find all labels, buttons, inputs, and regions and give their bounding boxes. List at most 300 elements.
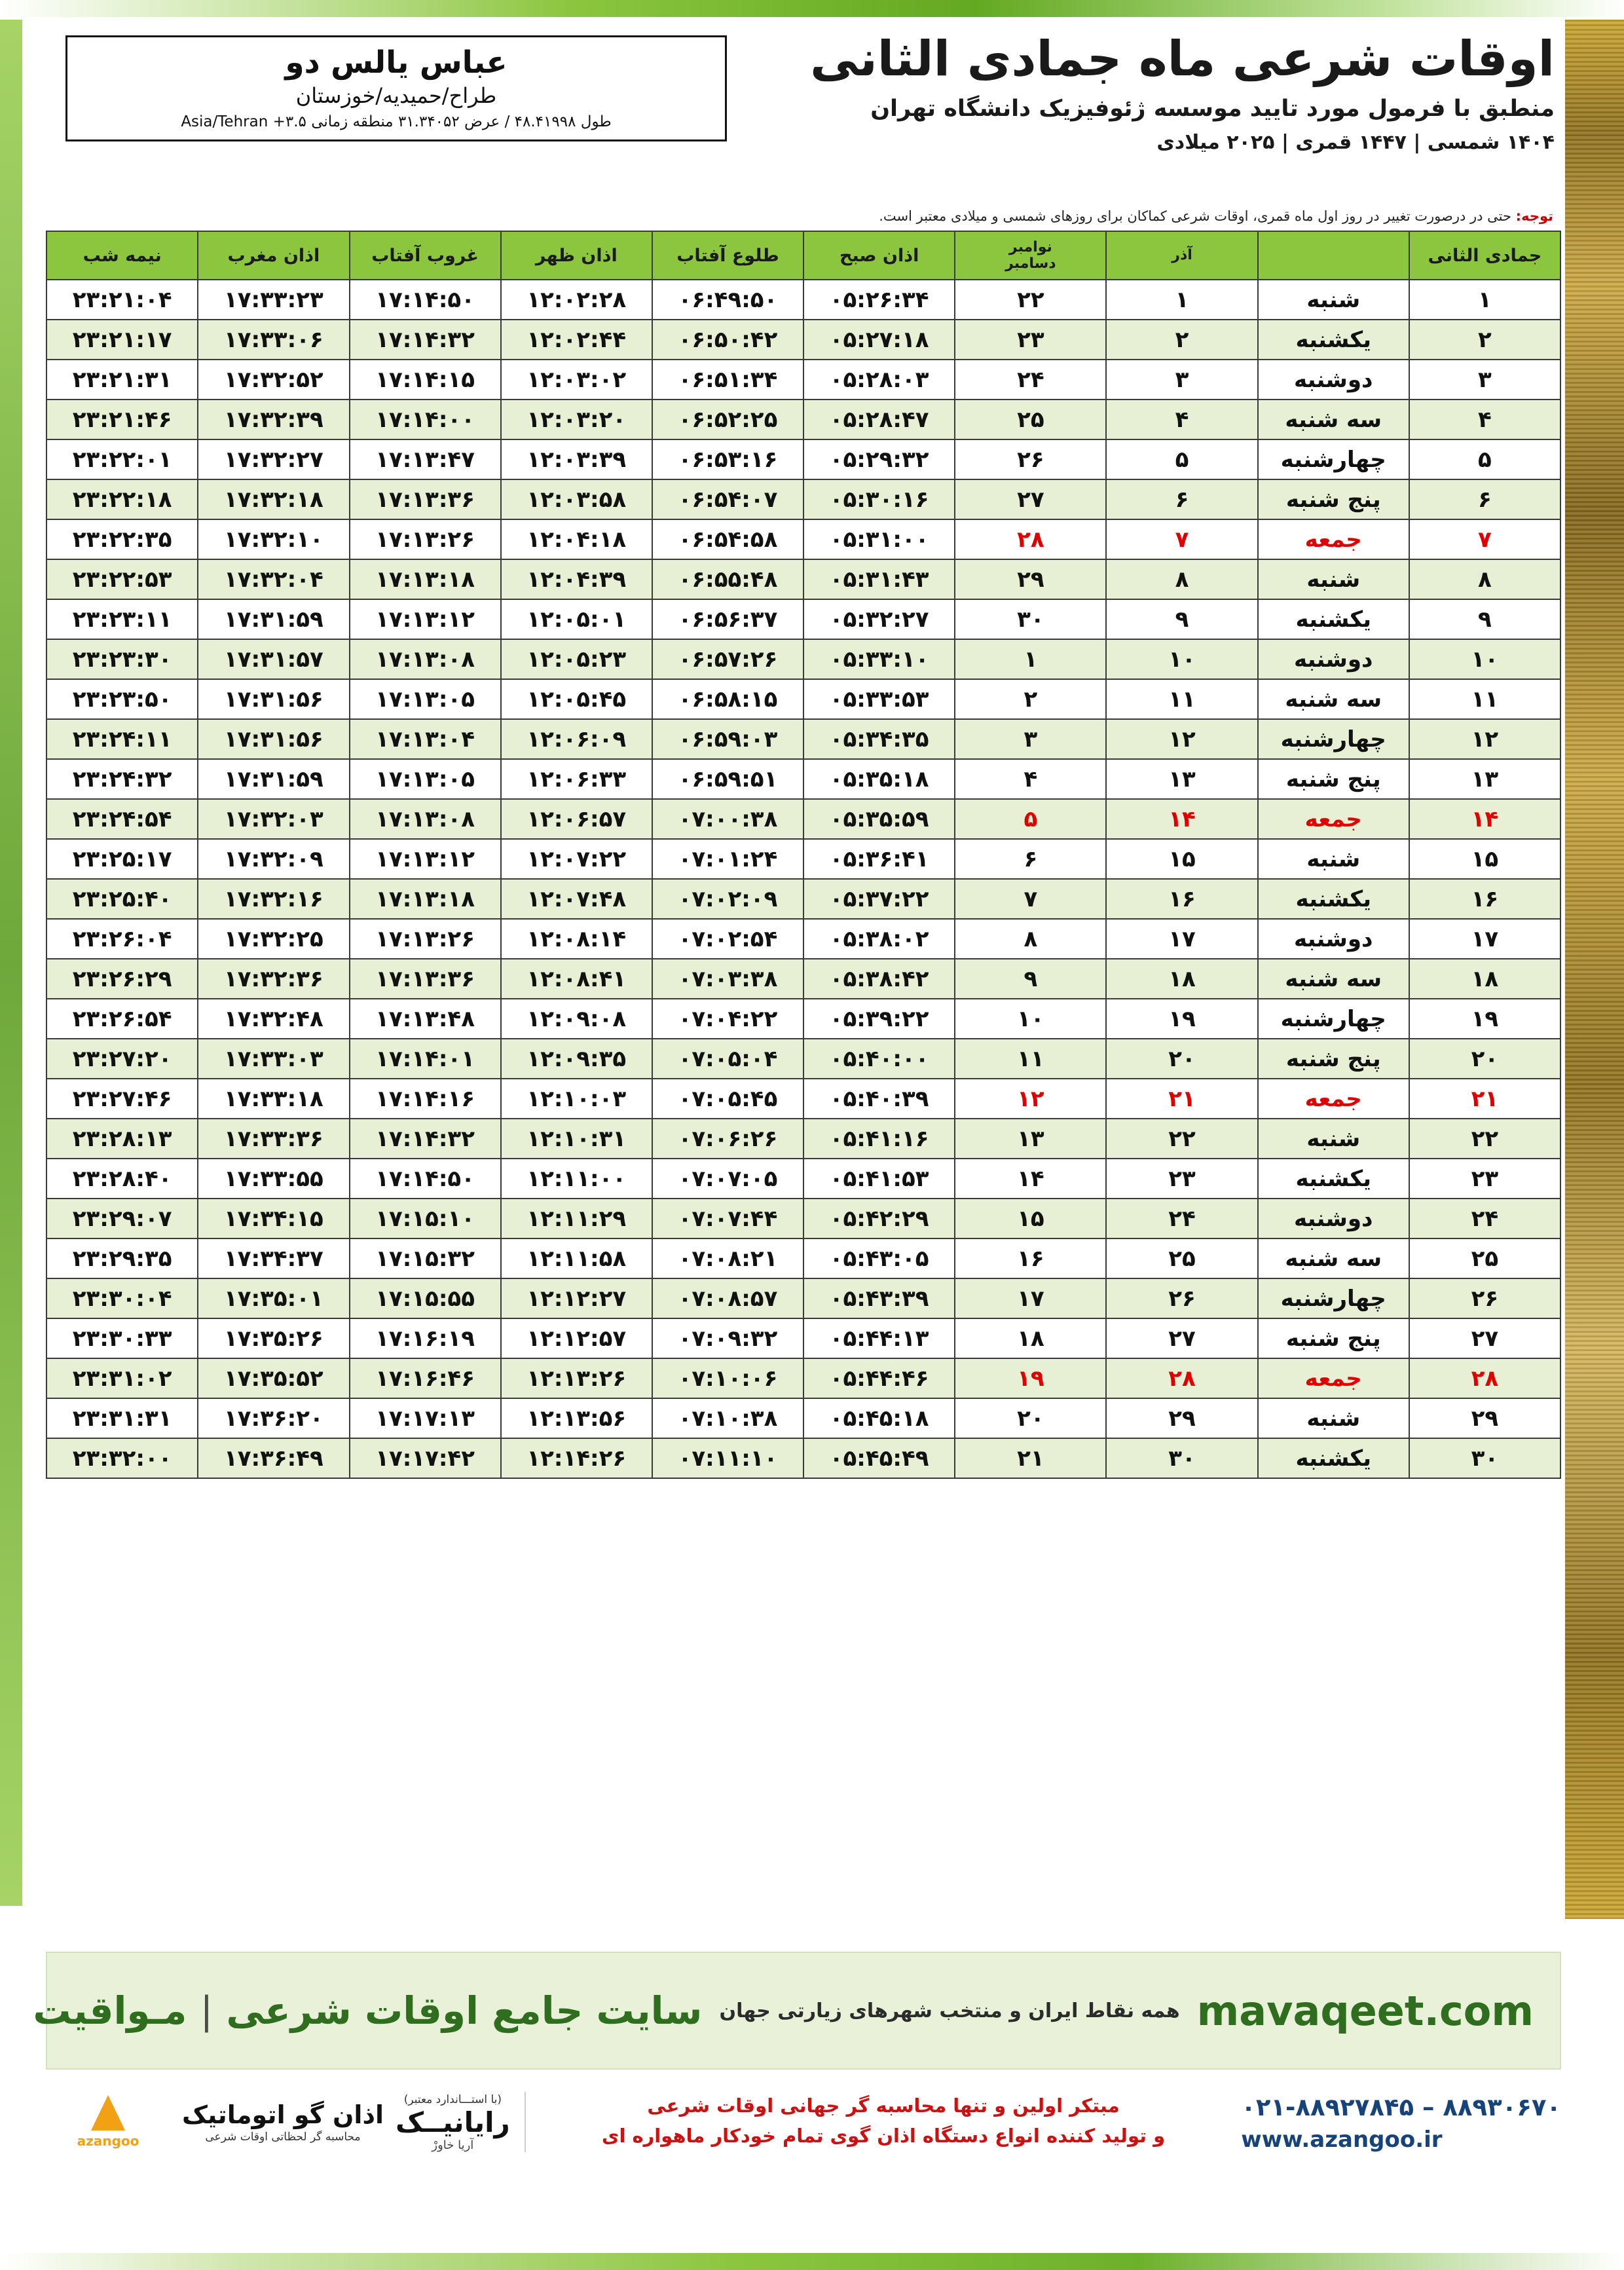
cell-dhuhr: ۱۲:۰۵:۴۵ [501, 679, 652, 719]
rayaneek-top-note: (با استـــاندارد معتبر) [403, 2093, 502, 2106]
footer-bottom [46, 2083, 1561, 2240]
cell-maghrib: ۱۷:۳۳:۱۸ [198, 1079, 349, 1119]
note-text: حتی در درصورت تغییر در روز اول ماه قمری، اوقات شرعی کماکان برای روزهای شمسی و میلادی معتبر است. [879, 208, 1511, 224]
page-dates: ۱۴۰۴ شمسی | ۱۴۴۷ قمری | ۲۰۲۵ میلادی [1156, 130, 1555, 154]
cell-gregorian: ۲۱ [955, 1438, 1106, 1478]
cell-midnight: ۲۳:۲۱:۰۴ [46, 280, 198, 320]
table-row [46, 1278, 1560, 1318]
cell-weekday: چهارشنبه [1258, 439, 1409, 479]
cell-dhuhr: ۱۲:۰۲:۴۴ [501, 320, 652, 360]
cell-gregorian: ۲۴ [955, 360, 1106, 400]
cell-hijri-day: ۱۱ [1409, 679, 1560, 719]
cell-hijri-day: ۲۷ [1409, 1318, 1560, 1358]
cell-dhuhr: ۱۲:۰۳:۵۸ [501, 479, 652, 519]
cell-gregorian: ۹ [955, 959, 1106, 999]
cell-maghrib: ۱۷:۳۴:۳۷ [198, 1238, 349, 1278]
table-row [46, 479, 1560, 519]
cell-sunset: ۱۷:۱۳:۲۶ [350, 519, 501, 559]
cell-gregorian: ۲۶ [955, 439, 1106, 479]
city-name: عباس یالس دو [285, 45, 507, 81]
cell-fajr: ۰۵:۴۴:۱۳ [803, 1318, 955, 1358]
rayaneek-name: رایانیــک [395, 2106, 510, 2138]
cell-hijri-day: ۲ [1409, 320, 1560, 360]
cell-midnight: ۲۳:۲۷:۲۰ [46, 1039, 198, 1079]
cell-sunset: ۱۷:۱۳:۱۲ [350, 599, 501, 639]
cell-fajr: ۰۵:۴۰:۰۰ [803, 1039, 955, 1079]
cell-maghrib: ۱۷:۳۱:۵۹ [198, 759, 349, 799]
cell-sunrise: ۰۷:۰۷:۰۵ [652, 1159, 803, 1199]
cell-fajr: ۰۵:۳۸:۴۲ [803, 959, 955, 999]
cell-azar: ۲۳ [1106, 1159, 1257, 1199]
cell-maghrib: ۱۷:۳۲:۳۶ [198, 959, 349, 999]
footer-tagline-line1: مبتکر اولین و تنها محاسبه گر جهانی اوقات شرعی [647, 2094, 1120, 2117]
cell-maghrib: ۱۷:۳۱:۵۹ [198, 599, 349, 639]
cell-hijri-day: ۵ [1409, 439, 1560, 479]
cell-midnight: ۲۳:۲۳:۳۰ [46, 639, 198, 679]
col-maghrib: اذان مغرب [198, 231, 349, 280]
cell-weekday: پنج شنبه [1258, 759, 1409, 799]
cell-gregorian: ۱۷ [955, 1278, 1106, 1318]
cell-dhuhr: ۱۲:۰۹:۳۵ [501, 1039, 652, 1079]
cell-midnight: ۲۳:۲۹:۰۷ [46, 1199, 198, 1238]
cell-sunset: ۱۷:۱۳:۱۲ [350, 839, 501, 879]
azangoo-name-fa: اذان گو اتوماتیک [182, 2100, 384, 2129]
cell-maghrib: ۱۷:۳۳:۳۶ [198, 1119, 349, 1159]
cell-hijri-day: ۲۱ [1409, 1079, 1560, 1119]
cell-dhuhr: ۱۲:۰۳:۰۲ [501, 360, 652, 400]
cell-fajr: ۰۵:۴۱:۱۶ [803, 1119, 955, 1159]
cell-azar: ۲۰ [1106, 1039, 1257, 1079]
cell-sunset: ۱۷:۱۳:۳۶ [350, 959, 501, 999]
note-label: توجه: [1515, 208, 1553, 224]
cell-dhuhr: ۱۲:۰۸:۴۱ [501, 959, 652, 999]
cell-midnight: ۲۳:۲۲:۳۵ [46, 519, 198, 559]
cell-weekday: دوشنبه [1258, 1199, 1409, 1238]
footer-contact [1241, 2083, 1561, 2153]
cell-azar: ۱۸ [1106, 959, 1257, 999]
table-row [46, 799, 1560, 839]
cell-sunrise: ۰۷:۰۶:۲۶ [652, 1119, 803, 1159]
cell-azar: ۷ [1106, 519, 1257, 559]
right-ornament-strip [1565, 20, 1624, 1919]
cell-midnight: ۲۳:۳۰:۰۴ [46, 1278, 198, 1318]
cell-sunset: ۱۷:۱۴:۳۲ [350, 320, 501, 360]
brand-tagline: همه نقاط ایران و منتخب شهرهای زیارتی جهان [719, 1999, 1180, 2022]
cell-gregorian: ۲۳ [955, 320, 1106, 360]
cell-midnight: ۲۳:۲۸:۴۰ [46, 1159, 198, 1199]
cell-azar: ۱ [1106, 280, 1257, 320]
cell-weekday: دوشنبه [1258, 919, 1409, 959]
cell-weekday: یکشنبه [1258, 1159, 1409, 1199]
cell-sunrise: ۰۶:۵۴:۵۸ [652, 519, 803, 559]
footer-brand-bar [33, 1952, 1561, 2070]
col-sunset: غروب آفتاب [350, 231, 501, 280]
table-row [46, 280, 1560, 320]
note-line [46, 208, 1565, 224]
cell-weekday: شنبه [1258, 280, 1409, 320]
cell-fajr: ۰۵:۳۶:۴۱ [803, 839, 955, 879]
cell-dhuhr: ۱۲:۰۶:۳۳ [501, 759, 652, 799]
footer-tagline-line2: و تولید کننده انواع دستگاه اذان گوی تمام خودکار ماهواره ای [601, 2125, 1166, 2148]
cell-azar: ۱۶ [1106, 879, 1257, 919]
cell-hijri-day: ۱۵ [1409, 839, 1560, 879]
cell-midnight: ۲۳:۲۶:۰۴ [46, 919, 198, 959]
col-hijri-day: جمادی الثانی [1409, 231, 1560, 280]
bottom-decorative-band [0, 2253, 1624, 2270]
cell-maghrib: ۱۷:۳۳:۰۳ [198, 1039, 349, 1079]
cell-azar: ۱۴ [1106, 799, 1257, 839]
cell-gregorian: ۲۷ [955, 479, 1106, 519]
cell-azar: ۱۷ [1106, 919, 1257, 959]
cell-sunrise: ۰۷:۰۸:۵۷ [652, 1278, 803, 1318]
table-row [46, 759, 1560, 799]
cell-maghrib: ۱۷:۳۳:۵۵ [198, 1159, 349, 1199]
cell-sunrise: ۰۶:۴۹:۵۰ [652, 280, 803, 320]
cell-hijri-day: ۷ [1409, 519, 1560, 559]
cell-dhuhr: ۱۲:۰۳:۳۹ [501, 439, 652, 479]
cell-gregorian: ۲۸ [955, 519, 1106, 559]
cell-hijri-day: ۱۸ [1409, 959, 1560, 999]
cell-sunrise: ۰۷:۰۱:۲۴ [652, 839, 803, 879]
cell-maghrib: ۱۷:۳۲:۵۲ [198, 360, 349, 400]
cell-maghrib: ۱۷:۳۵:۰۱ [198, 1278, 349, 1318]
table-row [46, 959, 1560, 999]
cell-sunrise: ۰۷:۰۳:۳۸ [652, 959, 803, 999]
cell-fajr: ۰۵:۳۵:۵۹ [803, 799, 955, 839]
rayaneek-sub: آریا خاورْ [432, 2138, 474, 2152]
table-body [46, 280, 1560, 1478]
cell-hijri-day: ۲۸ [1409, 1358, 1560, 1398]
cell-fajr: ۰۵:۳۷:۲۲ [803, 879, 955, 919]
cell-sunrise: ۰۷:۱۰:۰۶ [652, 1358, 803, 1398]
cell-hijri-day: ۲۵ [1409, 1238, 1560, 1278]
cell-sunrise: ۰۷:۰۷:۴۴ [652, 1199, 803, 1238]
cell-weekday: پنج شنبه [1258, 1318, 1409, 1358]
cell-midnight: ۲۳:۲۳:۱۱ [46, 599, 198, 639]
table-row [46, 1238, 1560, 1278]
cell-gregorian: ۱۶ [955, 1238, 1106, 1278]
cell-gregorian: ۱۵ [955, 1199, 1106, 1238]
cell-dhuhr: ۱۲:۰۲:۲۸ [501, 280, 652, 320]
cell-fajr: ۰۵:۴۴:۴۶ [803, 1358, 955, 1398]
cell-sunrise: ۰۶:۵۹:۰۳ [652, 719, 803, 759]
cell-midnight: ۲۳:۲۴:۳۲ [46, 759, 198, 799]
cell-gregorian: ۱۴ [955, 1159, 1106, 1199]
cell-weekday: شنبه [1258, 1119, 1409, 1159]
cell-sunset: ۱۷:۱۳:۰۵ [350, 759, 501, 799]
cell-gregorian: ۴ [955, 759, 1106, 799]
cell-sunset: ۱۷:۱۴:۱۶ [350, 1079, 501, 1119]
contact-website[interactable]: www.azangoo.ir [1241, 2127, 1443, 2153]
cell-azar: ۱۲ [1106, 719, 1257, 759]
table-row [46, 400, 1560, 439]
cell-dhuhr: ۱۲:۰۳:۲۰ [501, 400, 652, 439]
table-row [46, 1159, 1560, 1199]
cell-sunrise: ۰۶:۵۸:۱۵ [652, 679, 803, 719]
cell-sunset: ۱۷:۱۳:۰۸ [350, 639, 501, 679]
table-row [46, 719, 1560, 759]
cell-azar: ۱۰ [1106, 639, 1257, 679]
cell-sunset: ۱۷:۱۵:۵۵ [350, 1278, 501, 1318]
top-decorative-band [0, 0, 1624, 17]
cell-maghrib: ۱۷:۳۲:۲۵ [198, 919, 349, 959]
cell-sunset: ۱۷:۱۴:۱۵ [350, 360, 501, 400]
cell-maghrib: ۱۷:۳۴:۱۵ [198, 1199, 349, 1238]
cell-gregorian: ۱۸ [955, 1318, 1106, 1358]
cell-dhuhr: ۱۲:۱۴:۲۶ [501, 1438, 652, 1478]
cell-maghrib: ۱۷:۳۱:۵۶ [198, 679, 349, 719]
cell-gregorian: ۸ [955, 919, 1106, 959]
cell-maghrib: ۱۷:۳۲:۱۶ [198, 879, 349, 919]
flame-icon [91, 2095, 125, 2130]
cell-weekday: شنبه [1258, 839, 1409, 879]
cell-weekday: یکشنبه [1258, 320, 1409, 360]
cell-azar: ۱۵ [1106, 839, 1257, 879]
cell-sunset: ۱۷:۱۴:۰۱ [350, 1039, 501, 1079]
cell-fajr: ۰۵:۲۹:۳۲ [803, 439, 955, 479]
cell-midnight: ۲۳:۲۱:۱۷ [46, 320, 198, 360]
brand-main-fa: مـواقیت [33, 1988, 187, 2033]
cell-fajr: ۰۵:۳۹:۲۲ [803, 999, 955, 1039]
cell-midnight: ۲۳:۲۵:۴۰ [46, 879, 198, 919]
table-row [46, 519, 1560, 559]
cell-sunrise: ۰۷:۰۲:۰۹ [652, 879, 803, 919]
table-row [46, 1199, 1560, 1238]
cell-sunrise: ۰۷:۰۴:۲۲ [652, 999, 803, 1039]
table-row [46, 1039, 1560, 1079]
cell-fajr: ۰۵:۳۵:۱۸ [803, 759, 955, 799]
cell-gregorian: ۲۹ [955, 559, 1106, 599]
cell-weekday: یکشنبه [1258, 599, 1409, 639]
cell-maghrib: ۱۷:۳۲:۰۳ [198, 799, 349, 839]
cell-sunset: ۱۷:۱۳:۳۶ [350, 479, 501, 519]
cell-weekday: جمعه [1258, 1358, 1409, 1398]
cell-sunset: ۱۷:۱۳:۱۸ [350, 879, 501, 919]
cell-gregorian: ۱ [955, 639, 1106, 679]
cell-dhuhr: ۱۲:۱۰:۰۳ [501, 1079, 652, 1119]
cell-sunrise: ۰۷:۱۰:۳۸ [652, 1398, 803, 1438]
cell-gregorian: ۳۰ [955, 599, 1106, 639]
cell-hijri-day: ۸ [1409, 559, 1560, 599]
cell-gregorian: ۶ [955, 839, 1106, 879]
cell-hijri-day: ۴ [1409, 400, 1560, 439]
cell-azar: ۹ [1106, 599, 1257, 639]
cell-weekday: یکشنبه [1258, 879, 1409, 919]
cell-azar: ۲ [1106, 320, 1257, 360]
cell-azar: ۱۹ [1106, 999, 1257, 1039]
cell-sunrise: ۰۶:۵۳:۱۶ [652, 439, 803, 479]
left-ornament-strip [0, 20, 22, 1906]
cell-weekday: جمعه [1258, 799, 1409, 839]
cell-dhuhr: ۱۲:۰۷:۴۸ [501, 879, 652, 919]
cell-sunrise: ۰۶:۵۵:۴۸ [652, 559, 803, 599]
cell-fajr: ۰۵:۳۲:۲۷ [803, 599, 955, 639]
cell-sunset: ۱۷:۱۳:۰۸ [350, 799, 501, 839]
table-row [46, 360, 1560, 400]
cell-gregorian: ۲۰ [955, 1398, 1106, 1438]
cell-maghrib: ۱۷:۳۲:۰۴ [198, 559, 349, 599]
table-row [46, 1318, 1560, 1358]
header-title-block [707, 31, 1565, 154]
cell-maghrib: ۱۷:۳۲:۳۹ [198, 400, 349, 439]
cell-sunset: ۱۷:۱۳:۰۴ [350, 719, 501, 759]
cell-sunrise: ۰۷:۰۵:۰۴ [652, 1039, 803, 1079]
cell-hijri-day: ۹ [1409, 599, 1560, 639]
table-row [46, 879, 1560, 919]
cell-fajr: ۰۵:۲۶:۳۴ [803, 280, 955, 320]
cell-dhuhr: ۱۲:۰۴:۳۹ [501, 559, 652, 599]
cell-fajr: ۰۵:۴۵:۱۸ [803, 1398, 955, 1438]
cell-dhuhr: ۱۲:۰۸:۱۴ [501, 919, 652, 959]
city-coordinates: طول ۴۸.۴۱۹۹۸ / عرض ۳۱.۳۴۰۵۲ منطقه زمانی ۳.۵+ Asia/Tehran [181, 113, 612, 131]
cell-fajr: ۰۵:۳۳:۵۳ [803, 679, 955, 719]
cell-fajr: ۰۵:۳۱:۴۳ [803, 559, 955, 599]
city-info-box [65, 35, 727, 141]
cell-weekday: چهارشنبه [1258, 1278, 1409, 1318]
rayaneek-logo [396, 2092, 526, 2152]
cell-hijri-day: ۱۹ [1409, 999, 1560, 1039]
cell-gregorian: ۲۲ [955, 280, 1106, 320]
cell-midnight: ۲۳:۲۲:۰۱ [46, 439, 198, 479]
cell-azar: ۱۳ [1106, 759, 1257, 799]
cell-weekday: دوشنبه [1258, 360, 1409, 400]
cell-midnight: ۲۳:۲۲:۵۳ [46, 559, 198, 599]
cell-hijri-day: ۱۷ [1409, 919, 1560, 959]
cell-sunrise: ۰۶:۵۶:۳۷ [652, 599, 803, 639]
cell-sunrise: ۰۶:۵۲:۲۵ [652, 400, 803, 439]
col-sunrise: طلوع آفتاب [652, 231, 803, 280]
cell-azar: ۲۲ [1106, 1119, 1257, 1159]
cell-azar: ۲۶ [1106, 1278, 1257, 1318]
cell-dhuhr: ۱۲:۱۲:۲۷ [501, 1278, 652, 1318]
cell-midnight: ۲۳:۲۳:۵۰ [46, 679, 198, 719]
cell-hijri-day: ۲۴ [1409, 1199, 1560, 1238]
brand-url[interactable]: mavaqeet.com [1196, 1986, 1534, 2035]
cell-weekday: سه شنبه [1258, 1238, 1409, 1278]
azangoo-sub-fa: محاسبه گر لحظاتی اوقات شرعی [205, 2130, 361, 2144]
city-region: طراح/حمیدیه/خوزستان [295, 83, 497, 109]
table-row [46, 1438, 1560, 1478]
prayer-times-table-wrapper [46, 231, 1561, 1479]
cell-sunset: ۱۷:۱۳:۴۸ [350, 999, 501, 1039]
cell-hijri-day: ۲۳ [1409, 1159, 1560, 1199]
cell-maghrib: ۱۷:۳۲:۲۷ [198, 439, 349, 479]
cell-hijri-day: ۱۴ [1409, 799, 1560, 839]
cell-gregorian: ۱۹ [955, 1358, 1106, 1398]
cell-hijri-day: ۲۹ [1409, 1398, 1560, 1438]
table-row [46, 559, 1560, 599]
brand-separator: | [200, 1988, 213, 2033]
contact-phone: ۰۲۱-۸۸۹۲۷۸۴۵ – ۸۸۹۳۰۶۷۰ [1241, 2093, 1561, 2121]
cell-hijri-day: ۲۲ [1409, 1119, 1560, 1159]
cell-weekday: سه شنبه [1258, 400, 1409, 439]
cell-sunset: ۱۷:۱۳:۴۷ [350, 439, 501, 479]
cell-gregorian: ۲۵ [955, 400, 1106, 439]
cell-sunrise: ۰۶:۵۴:۰۷ [652, 479, 803, 519]
cell-azar: ۱۱ [1106, 679, 1257, 719]
table-row [46, 1358, 1560, 1398]
cell-sunrise: ۰۷:۰۲:۵۴ [652, 919, 803, 959]
cell-weekday: یکشنبه [1258, 1438, 1409, 1478]
cell-maghrib: ۱۷:۳۵:۲۶ [198, 1318, 349, 1358]
cell-weekday: چهارشنبه [1258, 719, 1409, 759]
cell-hijri-day: ۶ [1409, 479, 1560, 519]
cell-sunset: ۱۷:۱۷:۱۳ [350, 1398, 501, 1438]
table-row [46, 1398, 1560, 1438]
cell-sunrise: ۰۷:۰۰:۳۸ [652, 799, 803, 839]
cell-midnight: ۲۳:۲۴:۱۱ [46, 719, 198, 759]
col-midnight: نیمه شب [46, 231, 198, 280]
cell-fajr: ۰۵:۳۱:۰۰ [803, 519, 955, 559]
cell-sunset: ۱۷:۱۵:۱۰ [350, 1199, 501, 1238]
azangoo-logo-block [182, 2100, 384, 2144]
cell-midnight: ۲۳:۲۱:۳۱ [46, 360, 198, 400]
cell-maghrib: ۱۷:۳۱:۵۶ [198, 719, 349, 759]
cell-hijri-day: ۱ [1409, 280, 1560, 320]
cell-sunset: ۱۷:۱۳:۱۸ [350, 559, 501, 599]
cell-midnight: ۲۳:۲۴:۵۴ [46, 799, 198, 839]
azangoo-latin-label: azangoo [77, 2133, 139, 2149]
prayer-times-table [46, 231, 1561, 1479]
cell-maghrib: ۱۷:۳۲:۰۹ [198, 839, 349, 879]
cell-dhuhr: ۱۲:۰۹:۰۸ [501, 999, 652, 1039]
cell-azar: ۳۰ [1106, 1438, 1257, 1478]
cell-sunset: ۱۷:۱۶:۱۹ [350, 1318, 501, 1358]
cell-sunrise: ۰۶:۵۰:۴۲ [652, 320, 803, 360]
cell-dhuhr: ۱۲:۱۱:۰۰ [501, 1159, 652, 1199]
cell-fajr: ۰۵:۳۳:۱۰ [803, 639, 955, 679]
cell-fajr: ۰۵:۳۸:۰۲ [803, 919, 955, 959]
cell-midnight: ۲۳:۳۲:۰۰ [46, 1438, 198, 1478]
col-azar: آذر [1106, 231, 1257, 280]
cell-dhuhr: ۱۲:۱۱:۲۹ [501, 1199, 652, 1238]
cell-dhuhr: ۱۲:۰۷:۲۲ [501, 839, 652, 879]
cell-sunset: ۱۷:۱۷:۴۲ [350, 1438, 501, 1478]
table-row [46, 1119, 1560, 1159]
cell-sunset: ۱۷:۱۳:۰۵ [350, 679, 501, 719]
cell-weekday: سه شنبه [1258, 679, 1409, 719]
cell-sunrise: ۰۶:۵۹:۵۱ [652, 759, 803, 799]
table-row [46, 639, 1560, 679]
cell-azar: ۴ [1106, 400, 1257, 439]
cell-midnight: ۲۳:۳۰:۳۳ [46, 1318, 198, 1358]
cell-dhuhr: ۱۲:۱۳:۵۶ [501, 1398, 652, 1438]
page-header [46, 31, 1565, 198]
cell-azar: ۸ [1106, 559, 1257, 599]
cell-fajr: ۰۵:۴۵:۴۹ [803, 1438, 955, 1478]
table-row [46, 320, 1560, 360]
cell-sunset: ۱۷:۱۴:۰۰ [350, 400, 501, 439]
cell-maghrib: ۱۷:۳۶:۴۹ [198, 1438, 349, 1478]
cell-sunset: ۱۷:۱۵:۳۲ [350, 1238, 501, 1278]
cell-weekday: پنج شنبه [1258, 479, 1409, 519]
cell-dhuhr: ۱۲:۱۱:۵۸ [501, 1238, 652, 1278]
cell-maghrib: ۱۷:۳۲:۱۸ [198, 479, 349, 519]
cell-weekday: سه شنبه [1258, 959, 1409, 999]
cell-midnight: ۲۳:۲۸:۱۳ [46, 1119, 198, 1159]
brand-name-fa [33, 1988, 702, 2033]
brand-sub-fa: سایت جامع اوقات شرعی [226, 1988, 703, 2033]
cell-azar: ۲۹ [1106, 1398, 1257, 1438]
table-row [46, 919, 1560, 959]
cell-hijri-day: ۲۰ [1409, 1039, 1560, 1079]
cell-sunset: ۱۷:۱۴:۵۰ [350, 280, 501, 320]
azangoo-flame-logo [46, 2083, 170, 2161]
table-header [46, 231, 1560, 280]
cell-dhuhr: ۱۲:۰۴:۱۸ [501, 519, 652, 559]
cell-hijri-day: ۱۲ [1409, 719, 1560, 759]
cell-gregorian: ۵ [955, 799, 1106, 839]
